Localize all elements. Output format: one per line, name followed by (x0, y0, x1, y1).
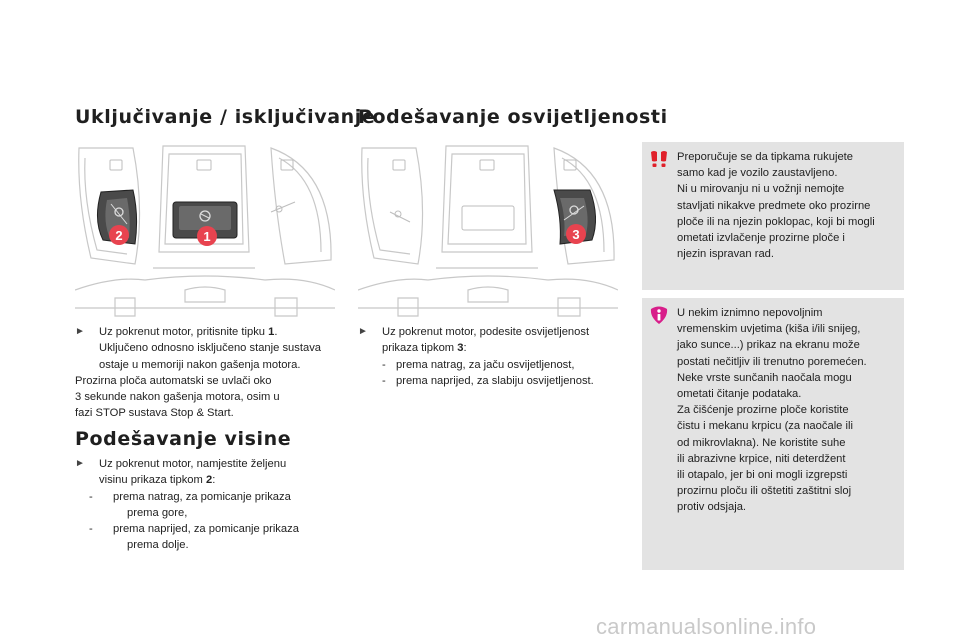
height-text (75, 456, 345, 554)
onoff-paragraph-line: Prozirna ploča automatski se uvlači oko (75, 374, 272, 387)
onoff-line: ostaje u memoriji nakon gašenja motora. (99, 358, 301, 371)
onoff-paragraph-line: 3 sekunde nakon gašenja motora, osim u (75, 391, 280, 404)
height-dash-item: - prema naprijed, za pomicanje prikaza (89, 523, 299, 536)
warning-icon (649, 149, 669, 169)
brightness-text (358, 324, 628, 389)
height-bullet-line2: visinu prikaza tipkom 2: (99, 474, 216, 487)
onoff-paragraph-line: fazi STOP sustava Stop & Start. (75, 407, 234, 420)
info-icon (649, 305, 669, 325)
height-bullet: ► Uz pokrenut motor, namjestite željenu (75, 456, 345, 472)
callout-2: 2 (115, 228, 123, 243)
info-text: U nekim iznimno nepovoljnim vremenskim uvjetima (kiša i/ili snijeg, jako sunce...) prikaz na ekranu može postati nečitljiv ili trenutno poremećen. Neke vrste sunčanih naočala mogu ometati čitanje podataka. Za čišćenje prozirne ploče koristite čistu i mekanu krpicu (za naočale ili od mikrovlakna). Ne koristite suhe ili abrazivne krpice, niti deterdžent ili otapalo, jer bi oni mogli izgrepsti prozirnu ploču ili oštetiti zaštitni sloj protiv odsjaja. (677, 307, 867, 514)
onoff-heading: Uključivanje / isključivanje (75, 106, 376, 128)
watermark: carmanualsonline.info (596, 614, 817, 639)
height-dash-item: - prema natrag, za pomicanje prikaza (89, 490, 291, 503)
height-dash-item-cont: prema gore, (127, 506, 188, 519)
brightness-bullet-line2: prikaza tipkom 3: (382, 342, 467, 355)
dashboard-buttons-illustration-left (75, 140, 335, 318)
brightness-dash-item: - prema naprijed, za slabiju osvijetljenost. (382, 374, 594, 387)
callout-3: 3 (572, 227, 580, 242)
bullet-icon: ► (75, 458, 85, 469)
bullet-icon: ► (75, 326, 85, 337)
brightness-bullet: ► Uz pokrenut motor, podesite osvijetljenost (358, 324, 628, 340)
height-dash-item-cont: prema dolje. (127, 539, 189, 552)
warning-box (642, 142, 904, 290)
onoff-line: Uključeno odnosno isključeno stanje sustava (99, 342, 322, 355)
brightness-dash-item: - prema natrag, za jaču osvijetljenost, (382, 358, 575, 371)
onoff-text (75, 324, 345, 422)
brightness-heading: Podešavanje osvijetljenosti (358, 106, 668, 128)
height-heading: Podešavanje visine (75, 428, 292, 450)
onoff-bullet: ► Uz pokrenut motor, pritisnite tipku 1. (75, 324, 345, 340)
bullet-icon: ► (358, 326, 368, 337)
callout-1: 1 (203, 229, 211, 244)
warning-text: Preporučuje se da tipkama rukujete samo kad je vozilo zaustavljeno. Ni u mirovanju ni u vožnji nemojte stavljati nikakve predmete oko prozirne ploče ili na njezin poklopac, koji bi mogli ometati izvlačenje prozirne ploče i njezin ispravan rad. (677, 151, 875, 261)
dashboard-buttons-illustration-right (358, 140, 618, 318)
info-box (642, 298, 904, 570)
